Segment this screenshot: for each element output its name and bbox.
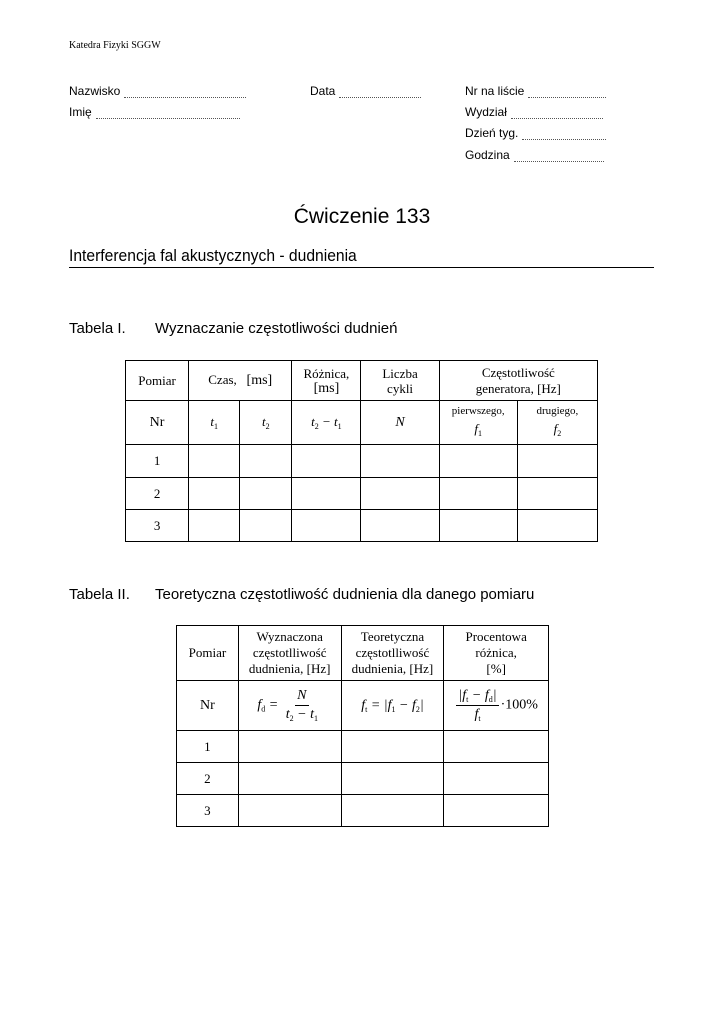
hour-line[interactable] — [514, 151, 604, 162]
t1-cell[interactable] — [292, 510, 361, 542]
t2-proc-line3: [%] — [486, 661, 506, 676]
t2-wyzn-line2: częstotlliwość — [252, 645, 327, 660]
faculty-label: Wydział — [465, 105, 507, 119]
t1-header-liczba — [361, 361, 439, 401]
t1-header-czestotliwosc — [439, 361, 597, 401]
t1-cell[interactable] — [189, 510, 240, 542]
t2-formula-ft: $f_t = |f_1 - f_2|$ — [341, 681, 444, 731]
date-field[interactable] — [310, 84, 421, 98]
t1-cell[interactable] — [517, 445, 597, 478]
t1-header-roznica — [292, 361, 361, 401]
t2-cell[interactable] — [341, 731, 444, 763]
t1-cell[interactable] — [517, 478, 597, 510]
table2-title: Teoretyczna częstotliwość dudnienia dla danego pomiaru — [155, 586, 535, 603]
t1-pierwszego: pierwszego, — [451, 405, 505, 417]
t2-formula-percent: $\frac{|f_t - f_d|}{f_t}$ ·100% — [444, 681, 549, 731]
faculty-field[interactable] — [465, 105, 603, 119]
t2-wyzn-line3: dudnienia, [Hz] — [248, 661, 331, 676]
t1-row-number: 2 — [126, 478, 189, 510]
t2-nr-label: Nr — [177, 681, 239, 731]
t1-drugiego: drugiego, — [536, 405, 579, 417]
t1-czest-line1: Częstotliwość — [481, 364, 555, 380]
t1-czas-unit: [ms] — [246, 373, 273, 388]
title-divider — [69, 267, 654, 268]
t1-roznica-unit: [ms] — [313, 380, 340, 396]
t1-symbol-n: N — [361, 401, 439, 445]
t1-symbol-diff: $t_2 - t_1$ — [292, 401, 361, 445]
t1-header-czas — [189, 361, 292, 401]
t1-row-number: 3 — [126, 510, 189, 542]
table2 — [176, 625, 549, 827]
weekday-label: Dzień tyg. — [465, 126, 519, 140]
t2-cell[interactable] — [341, 795, 444, 827]
t1-cell[interactable] — [240, 510, 292, 542]
list-number-label: Nr na liście — [465, 84, 525, 98]
t1-roznica-label: Różnica, — [303, 365, 350, 381]
t1-cell[interactable] — [439, 445, 517, 478]
first-name-line[interactable] — [96, 108, 240, 119]
hour-label: Godzina — [465, 148, 510, 162]
surname-field[interactable] — [69, 84, 246, 98]
t1-symbol-f2: $f_2$ — [553, 421, 562, 438]
table-row — [126, 445, 598, 478]
table-row — [177, 731, 549, 763]
faculty-line[interactable] — [511, 108, 603, 119]
t2-header-pomiar: Pomiar — [177, 626, 239, 681]
table1 — [125, 360, 598, 542]
surname-line[interactable] — [124, 87, 246, 98]
t2-cell[interactable] — [238, 763, 341, 795]
t1-cell[interactable] — [361, 445, 439, 478]
t1-cell[interactable] — [189, 445, 240, 478]
t1-liczba-line1: Liczba — [382, 365, 418, 381]
date-label: Data — [310, 84, 336, 98]
t1-cell[interactable] — [189, 478, 240, 510]
t1-nr-label: Nr — [126, 401, 189, 445]
t1-cell[interactable] — [439, 510, 517, 542]
t1-liczba-line2: cykli — [387, 380, 414, 396]
t2-row-number: 1 — [177, 731, 239, 763]
t1-cell[interactable] — [292, 445, 361, 478]
t2-cell[interactable] — [444, 731, 549, 763]
hour-field[interactable] — [465, 148, 604, 162]
t1-cell[interactable] — [517, 510, 597, 542]
t1-header-pomiar: Pomiar — [126, 361, 189, 401]
table-row — [126, 510, 598, 542]
table-row — [177, 763, 549, 795]
t2-header-teoretyczna — [341, 626, 444, 681]
t2-cell[interactable] — [238, 731, 341, 763]
t2-cell[interactable] — [341, 763, 444, 795]
department-header: Katedra Fizyki SGGW — [69, 40, 161, 51]
date-line[interactable] — [339, 87, 421, 98]
t1-symbol-t2: $t_2$ — [240, 401, 292, 445]
t1-header-f1 — [439, 401, 517, 445]
list-number-line[interactable] — [528, 87, 606, 98]
table2-number: Tabela II. — [69, 586, 130, 603]
t2-proc-line2: różnica, — [475, 645, 517, 660]
table-row — [126, 478, 598, 510]
t1-cell[interactable] — [439, 478, 517, 510]
list-number-field[interactable] — [465, 84, 606, 98]
t1-czest-line2: generatora, [Hz] — [475, 380, 561, 396]
t2-header-procentowa — [444, 626, 549, 681]
t2-header-wyznaczona — [238, 626, 341, 681]
t1-symbol-f1: $f_1$ — [474, 421, 483, 438]
t1-row-number: 1 — [126, 445, 189, 478]
t2-teor-line3: dudnienia, [Hz] — [351, 661, 434, 676]
t1-symbol-t1: $t_1$ — [189, 401, 240, 445]
table1-number: Tabela I. — [69, 320, 126, 337]
t1-header-f2 — [517, 401, 597, 445]
table1-title: Wyznaczanie częstotliwości dudnień — [155, 320, 398, 337]
t2-row-number: 3 — [177, 795, 239, 827]
table-row — [177, 795, 549, 827]
t1-cell[interactable] — [240, 445, 292, 478]
weekday-line[interactable] — [522, 129, 606, 140]
first-name-field[interactable] — [69, 105, 240, 119]
table2-caption — [69, 586, 534, 603]
t1-cell[interactable] — [361, 510, 439, 542]
t2-percent-suffix: ·100% — [500, 697, 538, 713]
first-name-label: Imię — [69, 105, 92, 119]
weekday-field[interactable] — [465, 126, 606, 140]
exercise-title: Ćwiczenie 133 — [293, 205, 431, 228]
t2-row-number: 2 — [177, 763, 239, 795]
table1-caption — [69, 320, 397, 337]
t2-teor-line1: Teoretyczna — [360, 629, 425, 644]
t1-cell[interactable] — [361, 478, 439, 510]
t2-formula-fd: $f_d$ = $\frac{N}{t_2 - t_1}$ — [238, 681, 341, 731]
t2-cell[interactable] — [238, 795, 341, 827]
t2-cell[interactable] — [444, 795, 549, 827]
t1-cell[interactable] — [292, 478, 361, 510]
t2-teor-line2: częstotlliwość — [355, 645, 430, 660]
t2-wyzn-line1: Wyznaczona — [256, 629, 323, 644]
exercise-subtitle: Interferencja fal akustycznych - dudnienia — [69, 246, 357, 265]
t2-cell[interactable] — [444, 763, 549, 795]
t1-czas-label: Czas, — [208, 372, 237, 387]
t1-cell[interactable] — [240, 478, 292, 510]
surname-label: Nazwisko — [69, 84, 121, 98]
t2-proc-line1: Procentowa — [465, 629, 527, 644]
